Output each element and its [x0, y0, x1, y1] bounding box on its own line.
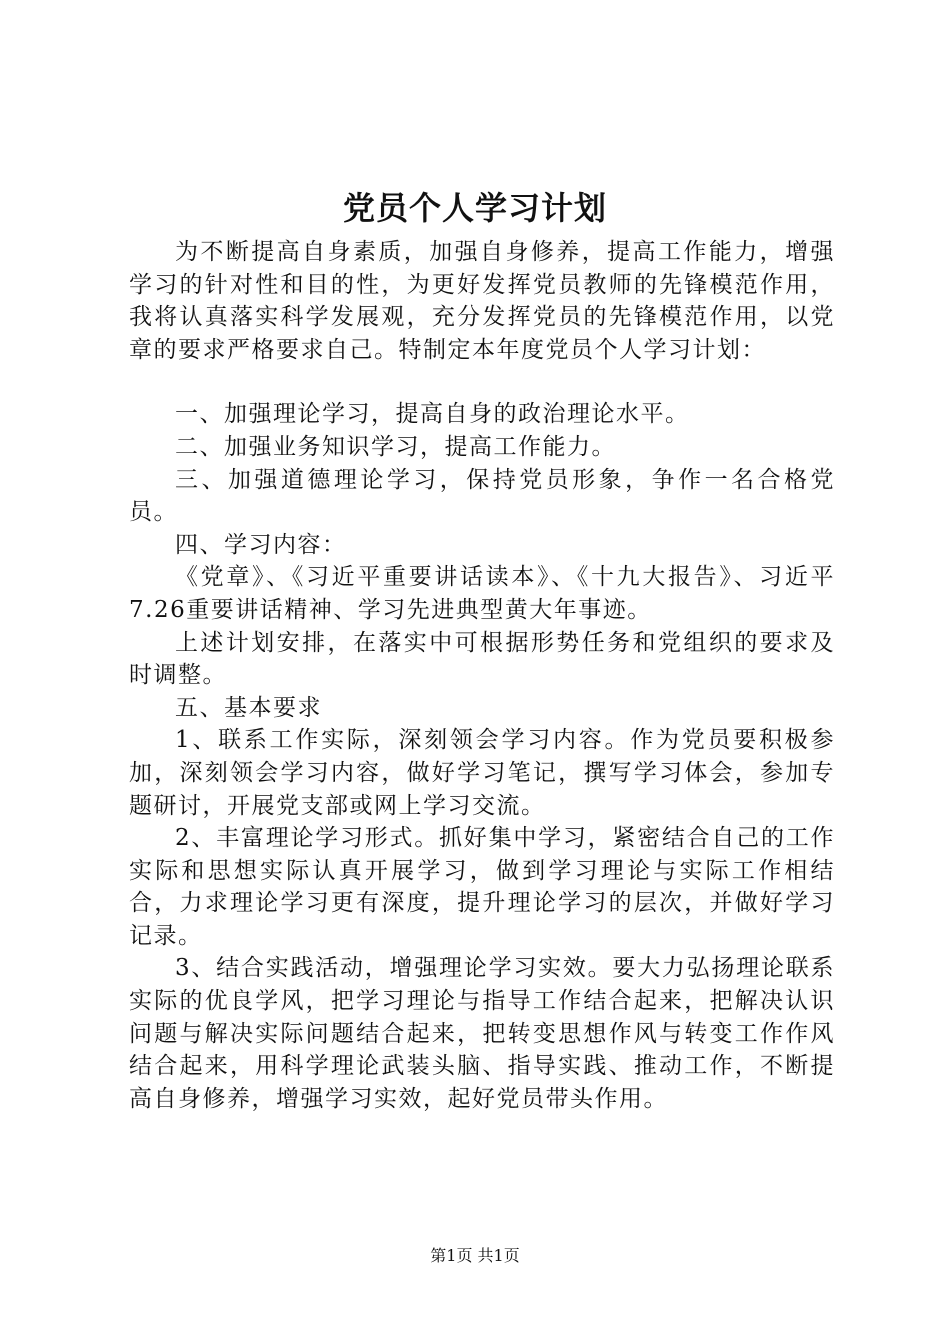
requirement-2-paragraph: 2、丰富理论学习形式。抓好集中学习，紧密结合自己的工作实际和思想实际认真开展学习，做到学习理论与实际工作相结合，力求理论学习更有深度，提升理论学习的层次，并做好学习记录。 [129, 825, 835, 949]
section-heading-3: 三、加强道德理论学习，保持党员形象，争作一名合格党员。 [129, 466, 835, 526]
study-content-paragraph: 《党章》、《习近平重要讲话读本》、《十九大报告》、习近平7.26重要讲话精神、学习先进典型黄大年事迹。 [129, 564, 835, 623]
page-footer: 第1页 共1页 [430, 1246, 520, 1265]
document-title: 党员个人学习计划 [342, 189, 607, 227]
requirement-1-paragraph: 1、联系工作实际，深刻领会学习内容。作为党员要积极参加，深刻领会学习内容，做好学习笔记，撰写学习体会，参加专题研讨，开展党支部或网上学习交流。 [129, 727, 835, 819]
section-heading-2: 二、加强业务知识学习，提高工作能力。 [175, 433, 616, 460]
document-body [129, 236, 835, 1115]
requirement-3-paragraph: 3、结合实践活动，增强理论学习实效。要大力弘扬理论联系实际的优良学风，把学习理论与指导工作结合起来，把解决认识问题与解决实际问题结合起来，把转变思想作风与转变工作作风结合起来，用科学理论武装头脑、指导实践、推动工作，不断提高自身修养，增强学习实效，起好党员带头作用。 [129, 955, 835, 1112]
adjustment-paragraph: 上述计划安排，在落实中可根据形势任务和党组织的要求及时调整。 [129, 629, 835, 689]
section-heading-5: 五、基本要求 [175, 694, 322, 721]
section-heading-4: 四、学习内容： [175, 531, 347, 558]
section-heading-1: 一、加强理论学习，提高自身的政治理论水平。 [175, 401, 690, 428]
intro-paragraph: 为不断提高自身素质，加强自身修养，提高工作能力，增强学习的针对性和目的性，为更好发挥党员教师的先锋模范作用，我将认真落实科学发展观，充分发挥党员的先锋模范作用，以党章的要求严格要求自己。特制定本年度党员个人学习计划： [129, 239, 835, 363]
